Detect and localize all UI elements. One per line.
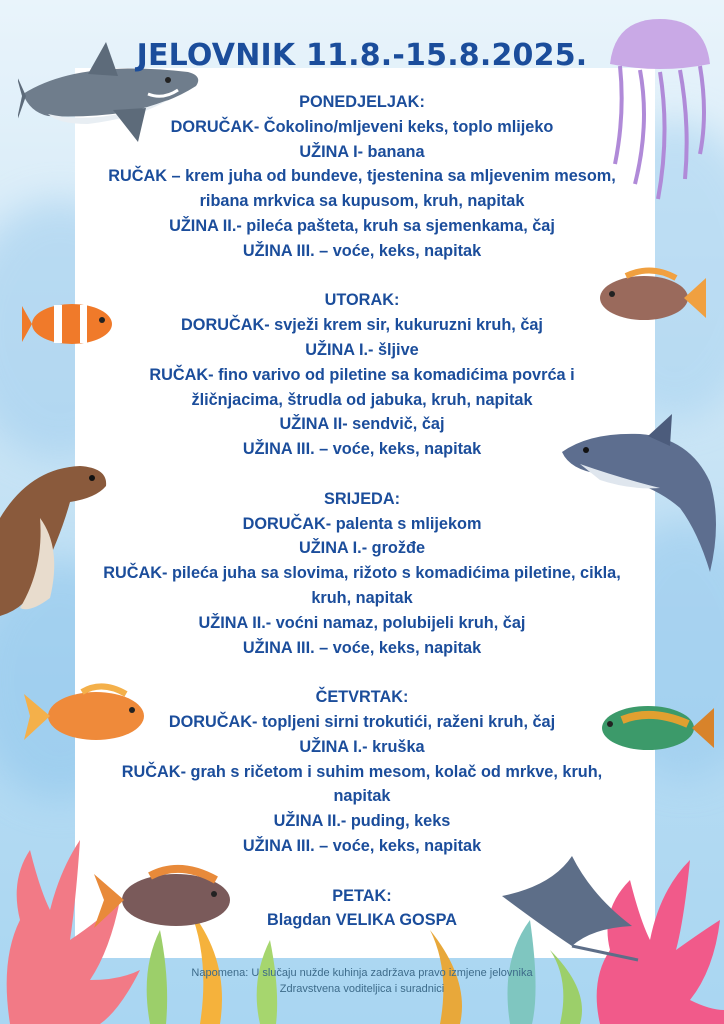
- menu-line: DORUČAK- topljeni sirni trokutići, raženi kruh, čaj: [168, 712, 556, 731]
- day-wednesday: [60, 487, 664, 661]
- day-heading: SRIJEDA:: [324, 489, 400, 508]
- menu-line: UŽINA III. – voće, keks, napitak: [242, 241, 482, 260]
- day-thursday: [60, 685, 664, 859]
- menu-line: RUČAK- pileća juha sa slovima, rižoto s komadićima piletine, cikla,: [103, 564, 621, 583]
- menu-line: UŽINA III. – voće, keks, napitak: [242, 836, 482, 855]
- menu-line: DORUČAK- Čokolino/mljeveni keks, toplo mlijeko: [170, 117, 554, 136]
- footer-signature: Zdravstvena voditeljica i suradnici: [279, 983, 445, 995]
- menu-line: UŽINA I.- kruška: [299, 737, 425, 756]
- menu-line: UŽINA III. – voće, keks, napitak: [242, 440, 482, 459]
- menu-line: ribana mrkvica sa kupusom, kruh, napitak: [199, 192, 525, 211]
- menu-line: UŽINA II- sendvič, čaj: [279, 415, 445, 434]
- menu-line: UŽINA I.- grožđe: [298, 539, 426, 558]
- footer: [0, 965, 724, 997]
- menu-line: DORUČAK- svježi krem sir, kukuruzni kruh, čaj: [181, 316, 543, 335]
- menu-line: RUČAK – krem juha od bundeve, tjestenina sa mljevenim mesom,: [108, 167, 616, 186]
- menu-line: UŽINA II.- pileća pašteta, kruh sa sjemenkama, čaj: [169, 216, 555, 235]
- day-tuesday: [60, 288, 664, 462]
- menu-line: UŽINA II.- voćni namaz, polubijeli kruh, čaj: [198, 613, 526, 632]
- menu-line: Blagdan VELIKA GOSPA: [267, 911, 457, 930]
- menu-line: kruh, napitak: [311, 588, 413, 607]
- page-title: JELOVNIK 11.8.-15.8.2025.: [136, 38, 588, 73]
- day-monday: [60, 90, 664, 264]
- menu-line: RUČAK- grah s ričetom i suhim mesom, kolač od mrkve, kruh,: [121, 762, 603, 781]
- menu-content: [60, 90, 664, 933]
- menu-line: UŽINA II.- puding, keks: [273, 812, 451, 831]
- menu-line: žličnjacima, štrudla od jabuka, kruh, napitak: [191, 390, 533, 409]
- day-heading: PONEDJELJAK:: [299, 93, 425, 111]
- day-friday: [60, 884, 664, 934]
- menu-line: UŽINA III. – voće, keks, napitak: [242, 638, 482, 657]
- day-heading: ČETVRTAK:: [315, 688, 409, 707]
- menu-line: napitak: [333, 787, 391, 806]
- menu-line: UŽINA I.- šljive: [305, 340, 419, 359]
- footer-note: Napomena: U slučaju nužde kuhinja zadržava pravo izmjene jelovnika: [191, 967, 533, 979]
- day-heading: UTORAK:: [324, 291, 400, 310]
- menu-line: UŽINA I- banana: [299, 142, 425, 161]
- menu-line: DORUČAK- palenta s mlijekom: [242, 514, 482, 533]
- day-heading: PETAK:: [332, 886, 392, 905]
- menu-line: RUČAK- fino varivo od piletine sa komadićima povrća i: [149, 365, 575, 384]
